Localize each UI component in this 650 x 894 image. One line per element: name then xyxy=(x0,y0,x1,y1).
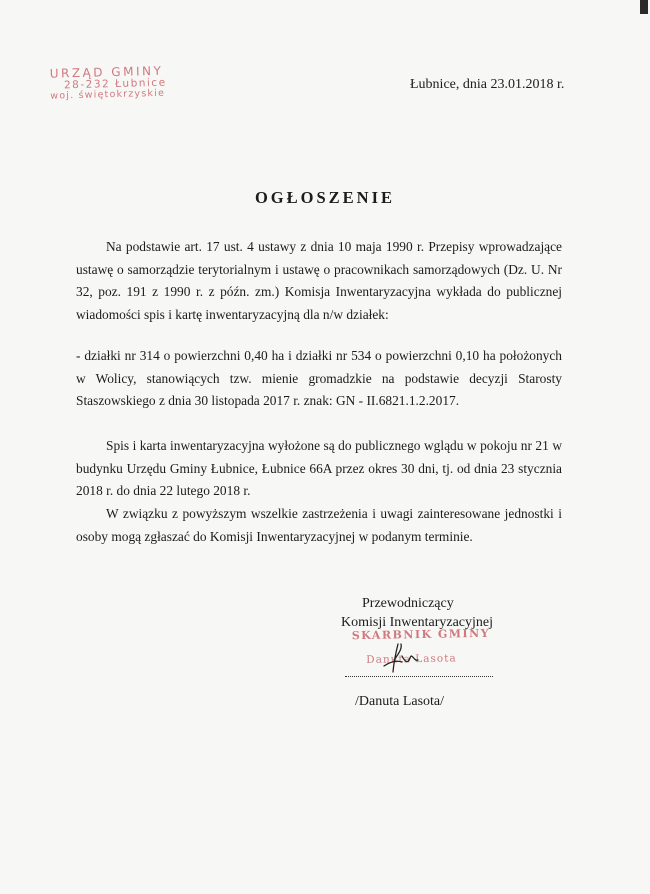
paragraph-plots xyxy=(76,345,562,413)
paragraph-inspection xyxy=(76,435,562,503)
printed-name: /Danuta Lasota/ xyxy=(355,694,445,709)
scan-corner-mark xyxy=(640,0,648,14)
office-stamp-line1: URZĄD GMINY xyxy=(49,63,164,81)
signatory-title-line1: Przewodniczący xyxy=(362,596,454,611)
place-and-date: Łubnice, dnia 23.01.2018 r. xyxy=(410,77,565,92)
office-stamp-line3: woj. świętokrzyskie xyxy=(50,87,166,102)
paragraph-4-text: W związku z powyższym wszelkie zastrzeżenia i uwagi zainteresowane jednostki i osoby mogą zgłaszać do Komisji Inwentaryzacyjnej w podanym terminie. xyxy=(76,506,562,544)
paragraph-3-text: Spis i karta inwentaryzacyjna wyłożone są do publicznego wglądu w pokoju nr 21 w budynku Urzędu Gminy Łubnice, Łubnice 66A przez okres 30 dni, tj. od dnia 23 stycznia 2018 r. do dnia 22 lutego 2018 r. xyxy=(76,438,562,498)
paragraph-2-text: - działki nr 314 o powierzchni 0,40 ha i działki nr 534 o powierzchni 0,10 ha położonych w Wolicy, stanowiących tzw. mienie gromadzkie na podstawie decyzji Starosty Staszowskiego z dnia 30 listopada 2017 r. znak: GN - II.6821.1.2.2017. xyxy=(76,348,562,408)
office-stamp xyxy=(50,64,181,101)
handwritten-signature xyxy=(372,638,442,674)
treasurer-stamp-line2: Danuta Lasota xyxy=(366,652,457,666)
paragraph-legal-basis xyxy=(76,236,562,326)
signature-line xyxy=(345,676,493,677)
document-heading: OGŁOSZENIE xyxy=(254,188,396,207)
treasurer-stamp-line1: SKARBNIK GMINY xyxy=(351,626,491,643)
paragraph-1-text: Na podstawie art. 17 ust. 4 ustawy z dnia 10 maja 1990 r. Przepisy wprowadzające ustawę o samorządzie terytorialnym i ustawę o pracownikach samorządowych (Dz. U. Nr 32, poz. 191 z 1990 r. z późn. zm.) Komisja Inwentaryzacyjna wykłada do publicznej wiadomości spis i kartę inwentaryzacyjną dla n/w działek: xyxy=(76,239,562,322)
paragraph-objections xyxy=(76,503,562,548)
office-stamp-line2: 28-232 Łubnice xyxy=(63,76,167,91)
signatory-title-line2: Komisji Inwentaryzacyjnej xyxy=(341,615,494,630)
